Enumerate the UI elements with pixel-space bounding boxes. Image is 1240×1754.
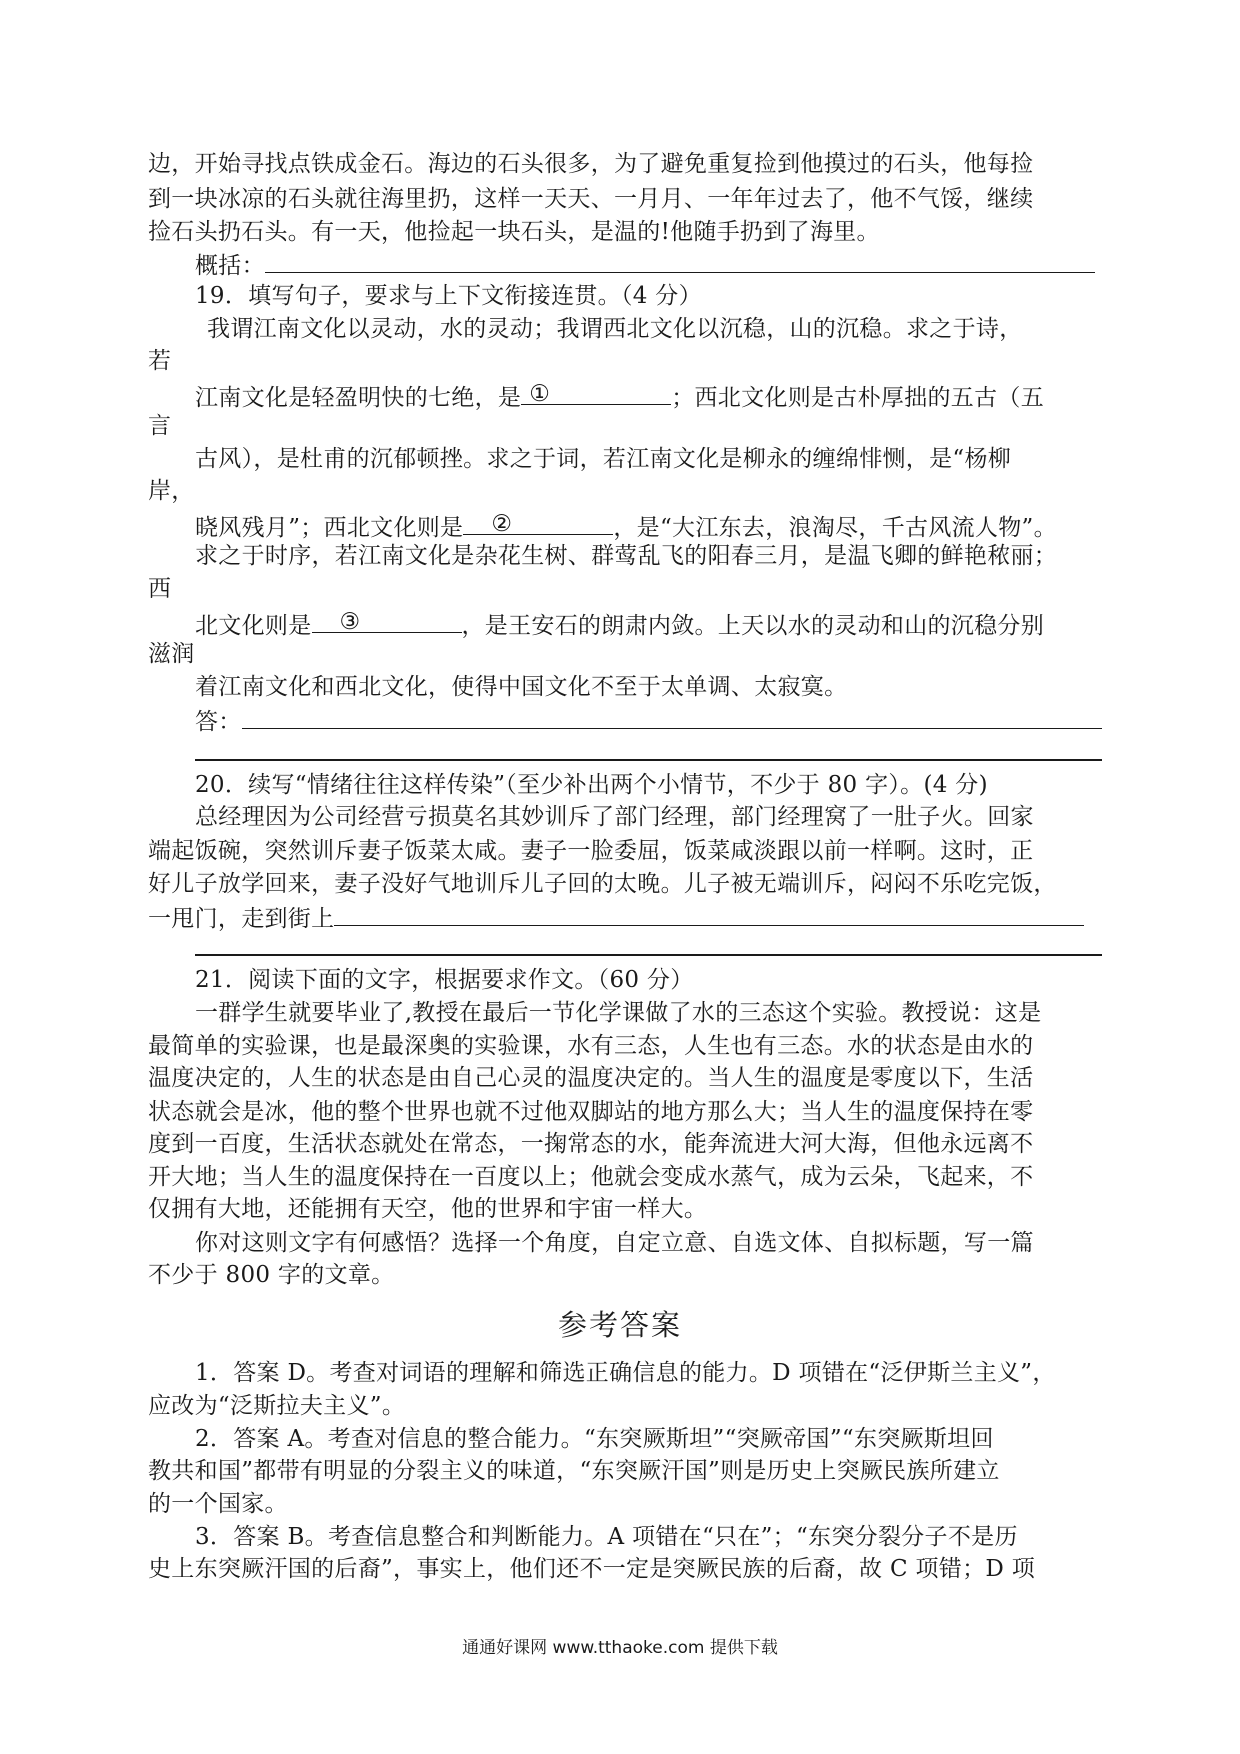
answers-heading: 参考答案	[557, 1308, 682, 1342]
answer-3-line-2: 史上东突厥汗国的后裔”，事实上，他们还不一定是突厥民族的后裔，故 C 项错；D 项	[148, 1556, 1036, 1582]
footer-credit: 通通好课网 www.tthaoke.com 提供下载	[462, 1638, 778, 1658]
q19-text-4a: 晓风残月”；西北文化则是	[195, 515, 464, 541]
story-line-2: 到一块冰凉的石头就往海里扔，这样一天天、一月月、一年年过去了，他不气馁，继续	[148, 186, 1034, 212]
q19-answer-label: 答：	[195, 709, 242, 735]
summary-label: 概括：	[195, 253, 265, 279]
q20-text-4: 一甩门，走到街上	[148, 906, 335, 932]
q21-line-2: 最简单的实验课，也是最深奥的实验课，水有三态，人生也有三态。水的状态是由水的	[148, 1033, 1034, 1059]
answer-2-line-1: 2．答案 A。考查对信息的整合能力。“东突厥斯坦”“突厥帝国”“东突厥斯坦回	[195, 1426, 994, 1452]
q20-answer-line[interactable]	[334, 901, 1084, 926]
q19-text-2b: ；西北文化则是古朴厚拙的五古（五	[671, 385, 1045, 411]
blank-3-input[interactable]	[312, 606, 462, 633]
q20-line-1: 总经理因为公司经营亏损莫名其妙训斥了部门经理，部门经理窝了一肚子火。回家	[195, 804, 1034, 830]
q21-line-7: 仅拥有大地，还能拥有天空，他的世界和宇宙一样大。	[148, 1196, 708, 1222]
q19-line-5b: 西	[148, 576, 172, 602]
q19-text-2a: 江南文化是轻盈明快的七绝，是	[195, 385, 522, 411]
q19-text-6a: 北文化则是	[195, 613, 312, 639]
q20-title: 20．续写“情绪往往这样传染”（至少补出两个小情节，不少于 80 字）。(4 分)	[195, 772, 988, 798]
q21-line-8: 你对这则文字有何感悟？选择一个角度，自定立意、自选文体、自拟标题，写一篇	[195, 1230, 1034, 1256]
q21-line-1: 一群学生就要毕业了,教授在最后一节化学课做了水的三态这个实验。教授说：这是	[195, 1000, 1042, 1026]
blank-2-number: ②	[491, 511, 513, 537]
blank-2-input[interactable]	[463, 508, 613, 535]
q19-answer-line-2[interactable]	[195, 759, 1102, 761]
answer-1-line-1: 1．答案 D。考查对词语的理解和筛选正确信息的能力。D 项错在“泛伊斯兰主义”，	[195, 1360, 1056, 1386]
q19-line-1b: 若	[148, 348, 172, 374]
q19-line-6c: 滋润	[148, 641, 195, 667]
q19-answer-row	[195, 704, 1102, 738]
q19-text-4b: ，是“大江东去，浪淘尽，千古风流人物”。	[613, 515, 1057, 541]
answer-2-line-3: 的一个国家。	[148, 1491, 288, 1517]
q20-line-2: 端起饭碗，突然训斥妻子饭菜太咸。妻子一脸委屈，饭菜咸淡跟以前一样啊。这时，正	[148, 838, 1034, 864]
q19-line-3: 古风），是杜甫的沉郁顿挫。求之于词，若江南文化是柳永的缠绵悱恻，是“杨柳	[195, 446, 1012, 472]
blank-1-input[interactable]	[521, 378, 671, 405]
q19-title: 19．填写句子，要求与上下文衔接连贯。（4 分）	[195, 283, 702, 309]
blank-1-number: ①	[529, 381, 551, 407]
summary-row	[195, 248, 1095, 282]
q20-answer-line-2[interactable]	[195, 954, 1102, 956]
q19-text-6b: ，是王安石的朗肃内敛。上天以水的灵动和山的沉稳分别	[461, 613, 1044, 639]
q19-line-5: 求之于时序，若江南文化是杂花生树、群莺乱飞的阳春三月，是温飞卿的鲜艳秾丽；	[195, 543, 1058, 569]
q19-line-1: 我谓江南文化以灵动，水的灵动；我谓西北文化以沉稳，山的沉稳。求之于诗，	[207, 316, 1023, 342]
answer-3-line-1: 3．答案 B。考查信息整合和判断能力。A 项错在“只在”；“东突分裂分子不是历	[195, 1524, 1018, 1550]
q21-line-4: 状态就会是冰，他的整个世界也就不过他双脚站的地方那么大；当人生的温度保持在零	[148, 1099, 1034, 1125]
q19-line-3b: 岸，	[148, 478, 195, 504]
summary-answer-line[interactable]	[265, 248, 1095, 273]
q20-line-3: 好儿子放学回来，妻子没好气地训斥儿子回的太晚。儿子被无端训斥，闷闷不乐吃完饭，	[148, 871, 1057, 897]
q20-line-4	[148, 901, 1084, 935]
q21-line-6: 开大地；当人生的温度保持在一百度以上；他就会变成水蒸气，成为云朵，飞起来，不	[148, 1164, 1034, 1190]
q19-line-4	[195, 508, 1057, 544]
q21-title: 21．阅读下面的文字，根据要求作文。（60 分）	[195, 967, 694, 993]
blank-3-number: ③	[339, 609, 361, 635]
q21-line-5: 度到一百度，生活状态就处在常态，一掬常态的水，能奔流进大河大海，但他永远离不	[148, 1131, 1034, 1157]
q19-line-7: 着江南文化和西北文化，使得中国文化不至于太单调、太寂寞。	[195, 674, 848, 700]
answer-1-line-2: 应改为“泛斯拉夫主义”。	[148, 1393, 406, 1419]
story-line-3: 捡石头扔石头。有一天，他捡起一块石头，是温的!他随手扔到了海里。	[148, 219, 880, 245]
q21-line-3: 温度决定的，人生的状态是由自己心灵的温度决定的。当人生的温度是零度以下，生活	[148, 1065, 1034, 1091]
answer-2-line-2: 教共和国”都带有明显的分裂主义的味道，“东突厥汗国”则是历史上突厥民族所建立	[148, 1458, 1000, 1484]
q19-line-2	[195, 378, 1044, 414]
q19-line-6	[195, 606, 1044, 642]
q19-answer-line[interactable]	[242, 704, 1102, 729]
q21-line-9: 不少于 800 字的文章。	[148, 1262, 395, 1288]
story-line-1: 边，开始寻找点铁成金石。海边的石头很多，为了避免重复捡到他摸过的石头，他每捡	[148, 151, 1034, 177]
q19-line-2c: 言	[148, 413, 172, 439]
